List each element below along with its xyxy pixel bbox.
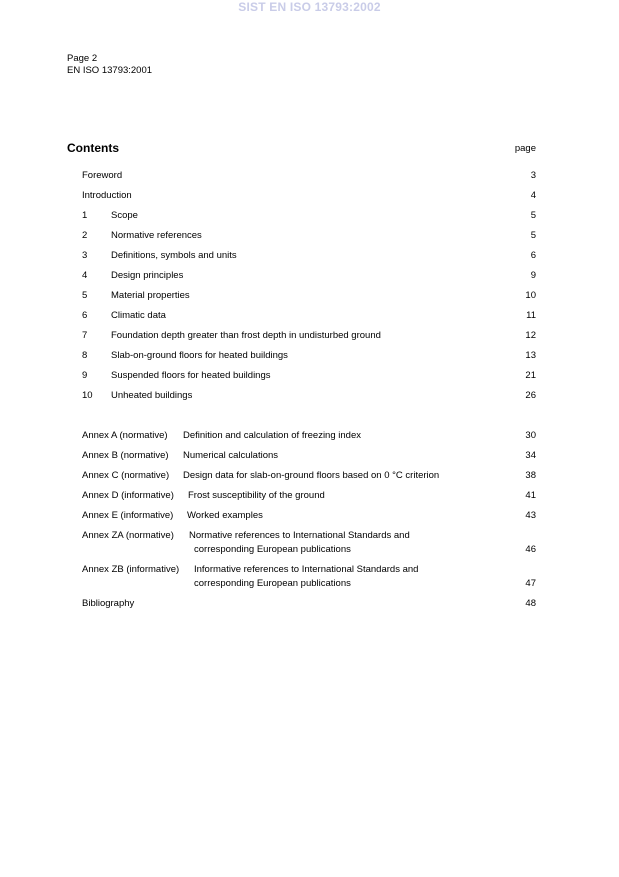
toc-page: 10 [525, 290, 536, 301]
watermark: SIST EN ISO 13793:2002 [238, 0, 381, 14]
contents-heading: Contents [67, 141, 119, 155]
annex-page: 43 [525, 510, 536, 521]
toc-entry[interactable] [82, 386, 536, 406]
toc-page: 9 [530, 270, 536, 281]
toc-title: Suspended floors for heated buildings [111, 370, 271, 381]
toc-entry[interactable] [82, 226, 536, 246]
toc-entry[interactable] [82, 286, 536, 306]
annex-title: Normative references to International Standards and [189, 530, 410, 541]
annex-page: 34 [525, 450, 536, 461]
annex-page: 30 [525, 430, 536, 441]
annex-label: Annex ZB (informative) [82, 564, 180, 575]
toc-page: 26 [525, 390, 536, 401]
toc-title: Normative references [111, 230, 202, 241]
annex-label: Annex D (informative) [82, 490, 174, 501]
annex-entry[interactable] [82, 466, 536, 486]
toc-title: Introduction [82, 190, 132, 201]
annex-entry[interactable] [82, 560, 536, 594]
toc-title: Slab-on-ground floors for heated buildings [111, 350, 288, 361]
annex-title: Frost susceptibility of the ground [188, 490, 325, 501]
toc-page: 5 [530, 230, 536, 241]
toc-entry[interactable] [82, 346, 536, 366]
toc-page: 12 [525, 330, 536, 341]
annex-title: Informative references to International Standards and [194, 564, 419, 575]
annex-page: 38 [525, 470, 536, 481]
toc-number: 3 [82, 250, 88, 261]
bibliography-page: 48 [525, 598, 536, 609]
toc-title: Climatic data [111, 310, 166, 321]
toc-entry[interactable] [82, 366, 536, 386]
annex-title: Design data for slab-on-ground floors based on 0 °C criterion [183, 470, 440, 481]
toc-title: Definitions, symbols and units [111, 250, 237, 261]
bibliography-title: Bibliography [82, 598, 135, 609]
page-header [67, 53, 152, 77]
annex-label: Annex E (informative) [82, 510, 174, 521]
standard-id: EN ISO 13793:2001 [67, 65, 153, 76]
page-number-label: Page 2 [67, 53, 98, 64]
annex-label: Annex C (normative) [82, 470, 170, 481]
toc-main [82, 166, 536, 406]
toc-title: Unheated buildings [111, 390, 193, 401]
annex-title: Numerical calculations [183, 450, 279, 461]
toc-number: 1 [82, 210, 88, 221]
toc-page: 21 [525, 370, 536, 381]
toc-annexes [82, 426, 536, 614]
toc-page: 4 [530, 190, 536, 201]
annex-page: 41 [525, 490, 536, 501]
toc-entry[interactable] [82, 326, 536, 346]
toc-number: 8 [82, 350, 88, 361]
toc-title: Scope [111, 210, 138, 221]
annex-title: Definition and calculation of freezing index [183, 430, 361, 441]
toc-entry[interactable] [82, 166, 536, 186]
annex-label: Annex ZA (normative) [82, 530, 174, 541]
annex-entry[interactable] [82, 486, 536, 506]
toc-number: 2 [82, 230, 88, 241]
annex-title-continued: corresponding European publications [194, 578, 351, 589]
toc-page: 6 [530, 250, 536, 261]
toc-entry[interactable] [82, 246, 536, 266]
toc-entry[interactable] [82, 206, 536, 226]
annex-label: Annex A (normative) [82, 430, 168, 441]
toc-entry[interactable] [82, 306, 536, 326]
annex-entry[interactable] [82, 426, 536, 446]
toc-number: 10 [82, 390, 93, 401]
toc-page: 5 [530, 210, 536, 221]
annex-title-continued: corresponding European publications [194, 544, 351, 555]
bibliography-entry[interactable] [82, 594, 536, 614]
annex-page: 47 [525, 578, 536, 589]
toc-page: 13 [525, 350, 536, 361]
toc-number: 4 [82, 270, 88, 281]
annex-entry[interactable] [82, 526, 536, 560]
toc-number: 9 [82, 370, 88, 381]
page-column-label: page [514, 143, 536, 154]
annex-entry[interactable] [82, 446, 536, 466]
toc-entry[interactable] [82, 266, 536, 286]
toc-page: 3 [530, 170, 536, 181]
toc-title: Design principles [111, 270, 184, 281]
toc-number: 7 [82, 330, 88, 341]
toc-number: 6 [82, 310, 88, 321]
annex-entry[interactable] [82, 506, 536, 526]
toc-entry[interactable] [82, 186, 536, 206]
toc-title: Foundation depth greater than frost depth in undisturbed ground [111, 330, 381, 341]
annex-page: 46 [525, 544, 536, 555]
toc-title: Material properties [111, 290, 190, 301]
annex-label: Annex B (normative) [82, 450, 169, 461]
toc-title: Foreword [82, 170, 123, 181]
annex-title: Worked examples [187, 510, 263, 521]
toc-number: 5 [82, 290, 88, 301]
toc-page: 11 [526, 310, 536, 321]
